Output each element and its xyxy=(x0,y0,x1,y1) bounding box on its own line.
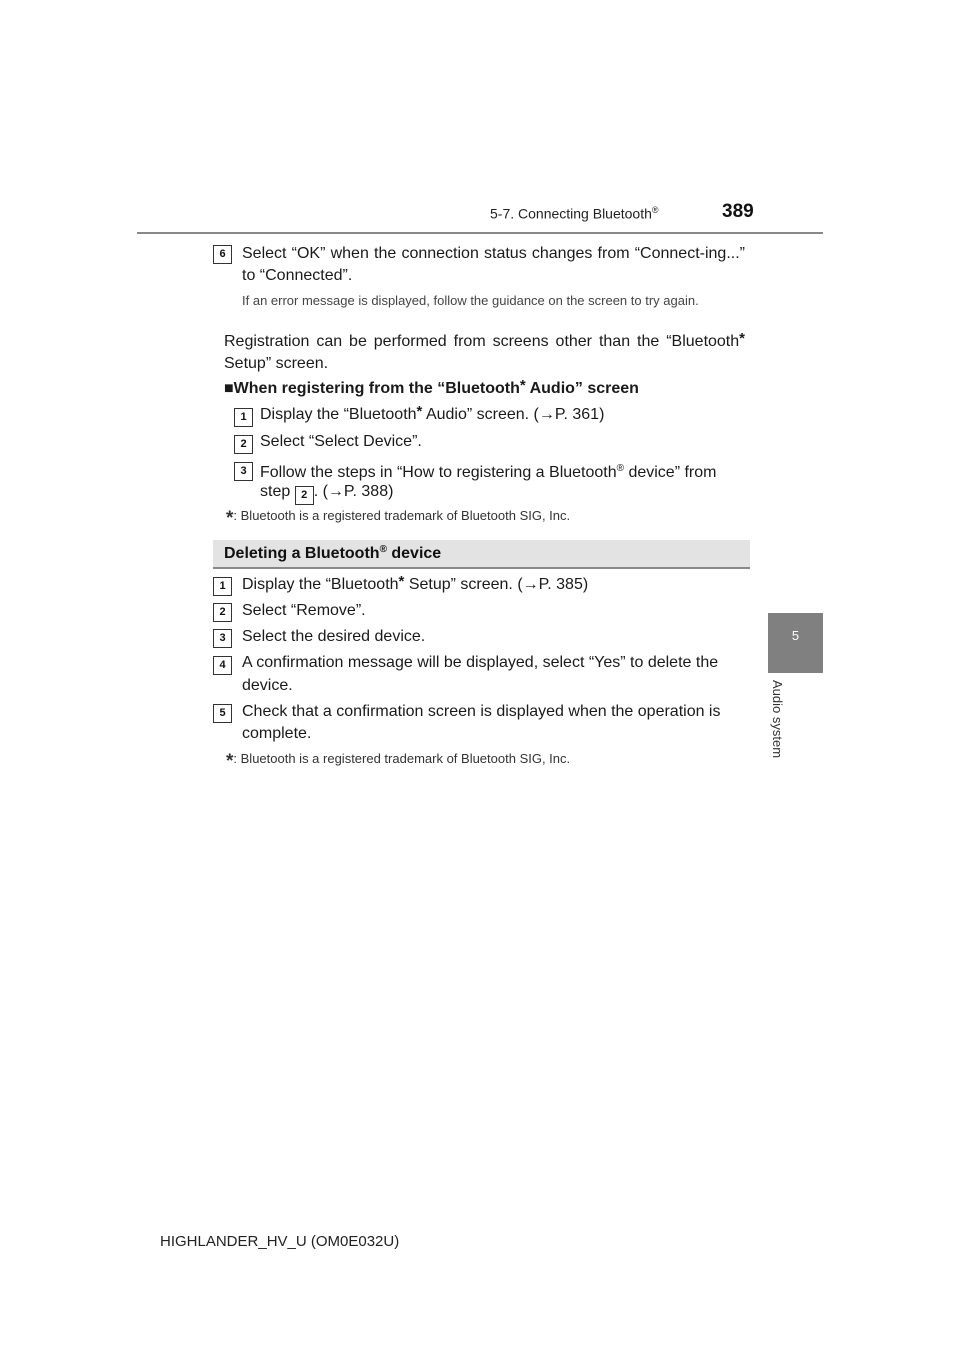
asterisk-mark: * xyxy=(739,330,745,347)
step-text xyxy=(242,574,588,596)
step-text xyxy=(260,404,604,426)
step-badge: 1 xyxy=(213,577,232,596)
step-text-b: Audio” screen. (→P. 361) xyxy=(422,406,605,423)
step-text-continued: device. xyxy=(242,677,293,694)
bullet-icon: ■ xyxy=(224,380,234,397)
section-title-a: Deleting a Bluetooth xyxy=(224,545,380,562)
asterisk-mark: * xyxy=(398,573,405,590)
footnote xyxy=(226,508,570,530)
running-header xyxy=(490,205,659,222)
section-title: 5-7. Connecting Bluetooth xyxy=(490,205,652,222)
step-text: Select “OK” when the connection status changes from “Connect-ing...” to “Connected”. xyxy=(242,245,745,284)
subsection-title-b: Audio” screen xyxy=(525,380,639,397)
step-text-d: . (→P. 388) xyxy=(313,483,394,500)
step-text-a: Follow the steps in “How to registering a Bluetooth xyxy=(260,464,617,481)
step-text: Select the desired device. xyxy=(242,628,426,645)
asterisk-mark: * xyxy=(416,403,423,420)
step-badge: 6 xyxy=(213,245,232,264)
step-text-continued xyxy=(260,481,393,505)
footnote-text: : Bluetooth is a registered trademark of Bluetooth SIG, Inc. xyxy=(233,508,571,523)
step-text: Select “Remove”. xyxy=(242,602,366,619)
registered-mark: ® xyxy=(651,205,659,215)
step-badge: 4 xyxy=(213,656,232,675)
step-text-c: step xyxy=(260,483,295,500)
step-reference-badge: 2 xyxy=(295,486,314,505)
section-title-b: device xyxy=(386,545,442,562)
intro-paragraph xyxy=(224,331,745,375)
step-text-b: device” from xyxy=(624,464,717,481)
document-id: HIGHLANDER_HV_U (OM0E032U) xyxy=(160,1233,400,1250)
step-text-a: Display the “Bluetooth xyxy=(242,576,399,593)
footnote-text: : Bluetooth is a registered trademark of Bluetooth SIG, Inc. xyxy=(233,751,571,766)
header-divider xyxy=(137,232,823,234)
registered-mark: ® xyxy=(379,544,387,555)
step-badge: 5 xyxy=(213,704,232,723)
step-badge: 2 xyxy=(234,435,253,454)
step-text-a: Display the “Bluetooth xyxy=(260,406,417,423)
chapter-label-text: Audio system xyxy=(770,680,785,759)
step-note: If an error message is displayed, follow the guidance on the screen to try again. xyxy=(242,293,699,308)
step-badge: 2 xyxy=(213,603,232,622)
step-badge: 1 xyxy=(234,408,253,427)
chapter-tab xyxy=(768,613,823,673)
page-number: 389 xyxy=(722,201,754,222)
asterisk-mark: * xyxy=(519,377,526,394)
step-text-continued: complete. xyxy=(242,725,312,742)
chapter-label xyxy=(770,680,790,770)
chapter-number: 5 xyxy=(791,628,800,643)
registered-mark: ® xyxy=(616,463,624,474)
section-heading xyxy=(224,544,441,563)
asterisk-mark: * xyxy=(226,508,234,529)
step-text: Check that a confirmation screen is displayed when the operation is xyxy=(242,703,721,720)
intro-text-b: Setup” screen. xyxy=(224,355,329,372)
step-text: Select “Select Device”. xyxy=(260,433,422,450)
step-badge: 3 xyxy=(234,462,253,481)
asterisk-mark: * xyxy=(226,751,234,772)
step-badge: 3 xyxy=(213,629,232,648)
footnote xyxy=(226,751,570,773)
step-text: A confirmation message will be displayed, select “Yes” to delete the xyxy=(242,654,719,671)
intro-text-a: Registration can be performed from screens other than the “Bluetooth xyxy=(224,333,740,350)
subsection-heading xyxy=(224,378,639,400)
step-text-b: Setup” screen. (→P. 385) xyxy=(404,576,589,593)
subsection-title-a: When registering from the “Bluetooth xyxy=(233,380,520,397)
